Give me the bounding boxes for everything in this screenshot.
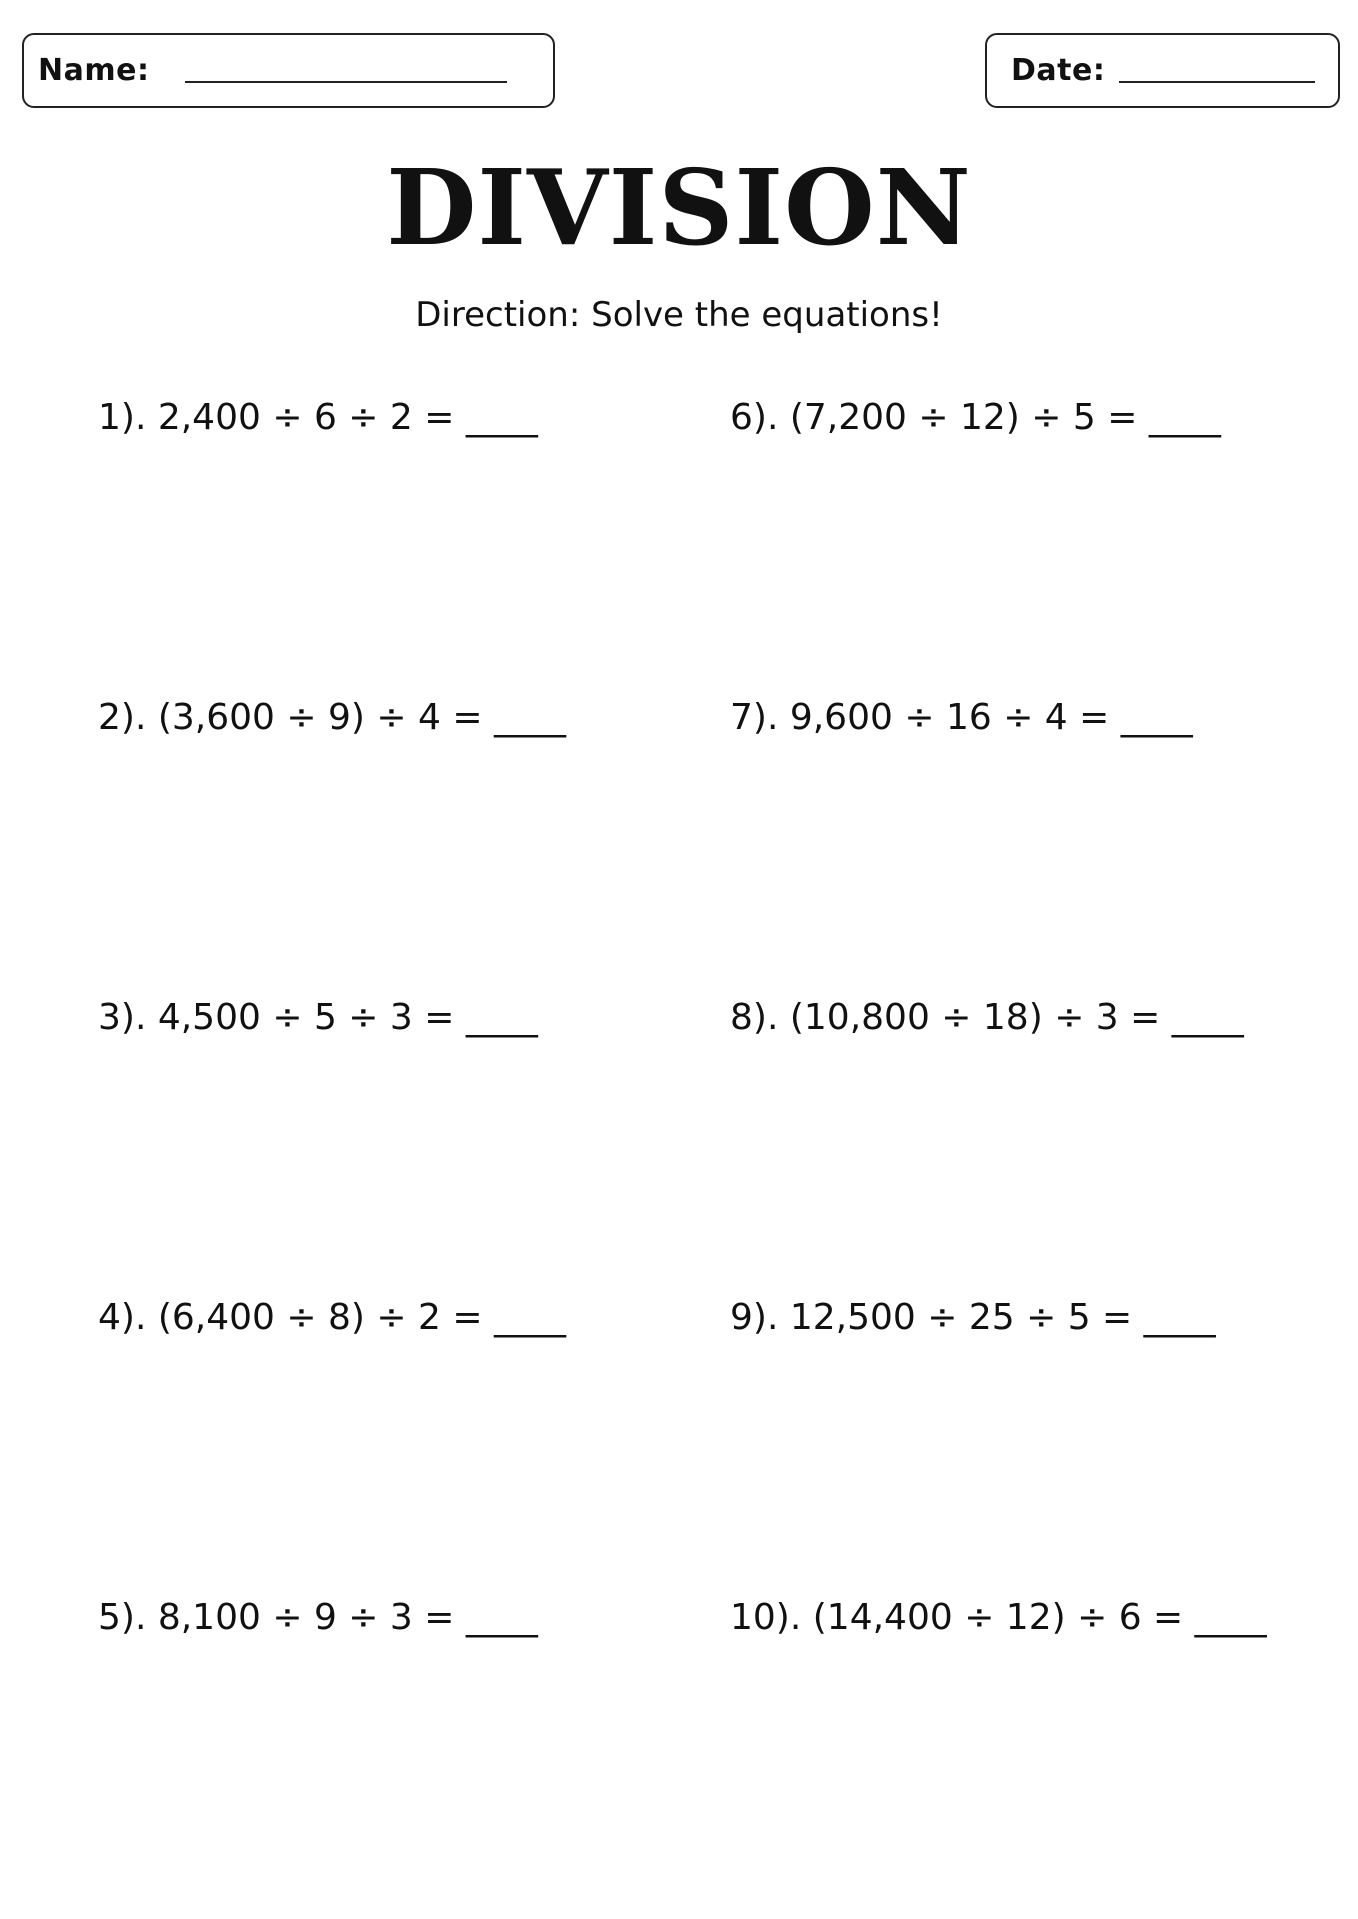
problem-9: 9). 12,500 ÷ 25 ÷ 5 = ____ xyxy=(730,1297,1216,1338)
date-label: Date: xyxy=(1011,53,1106,88)
problem-1: 1). 2,400 ÷ 6 ÷ 2 = ____ xyxy=(98,397,538,438)
problem-2: 2). (3,600 ÷ 9) ÷ 4 = ____ xyxy=(98,697,566,738)
name-field-box[interactable] xyxy=(22,33,555,108)
name-blank-line[interactable] xyxy=(185,79,507,83)
problem-6: 6). (7,200 ÷ 12) ÷ 5 = ____ xyxy=(730,397,1221,438)
date-field-box[interactable] xyxy=(985,33,1340,108)
problem-10: 10). (14,400 ÷ 12) ÷ 6 = ____ xyxy=(730,1597,1267,1638)
problem-5: 5). 8,100 ÷ 9 ÷ 3 = ____ xyxy=(98,1597,538,1638)
problem-7: 7). 9,600 ÷ 16 ÷ 4 = ____ xyxy=(730,697,1193,738)
worksheet-title: DIVISION xyxy=(386,146,972,269)
direction-text: Direction: Solve the equations! xyxy=(415,295,943,335)
problem-8: 8). (10,800 ÷ 18) ÷ 3 = ____ xyxy=(730,997,1244,1038)
date-blank-line[interactable] xyxy=(1119,79,1315,83)
problem-4: 4). (6,400 ÷ 8) ÷ 2 = ____ xyxy=(98,1297,566,1338)
problem-3: 3). 4,500 ÷ 5 ÷ 3 = ____ xyxy=(98,997,538,1038)
name-label: Name: xyxy=(38,53,150,88)
